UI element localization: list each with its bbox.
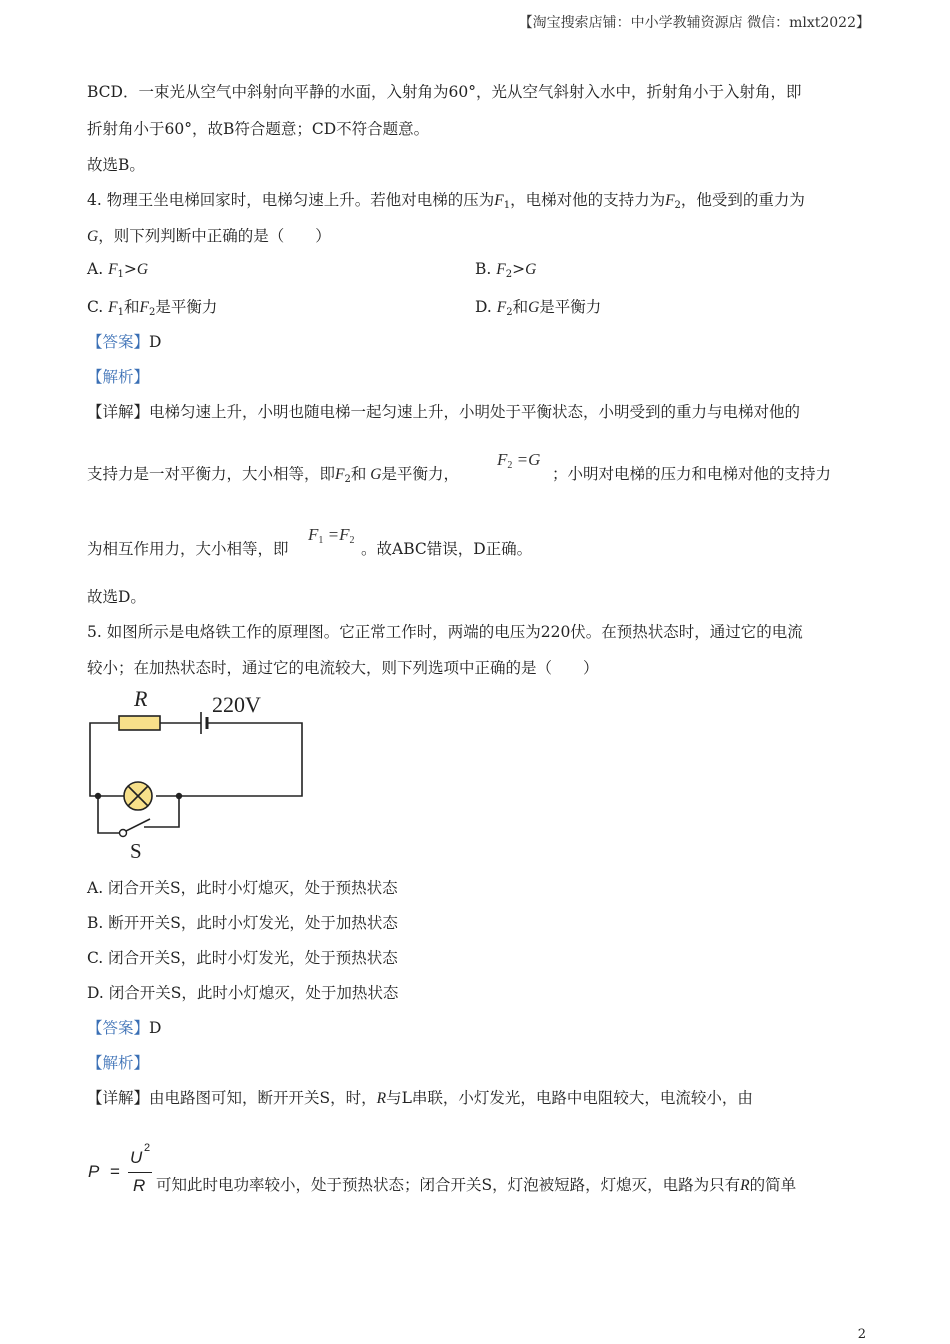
- q5-detail-line2: 可知此时电功率较小，处于预热状态；闭合开关S，灯泡被短路，灯熄灭，电路为只有R的简单: [156, 1176, 797, 1194]
- q3-analysis-line1: BCD．一束光从空气中斜射向平静的水面，入射角为60°，光从空气斜射入水中，折射角小于入射角，即: [87, 83, 802, 101]
- answer-tag: 【答案】: [87, 1019, 150, 1037]
- fraction-bar: [128, 1172, 152, 1173]
- q4-detail-line3: 为相互作用力，大小相等，即: [87, 540, 289, 558]
- q4-analysis-tag: 【解析】: [87, 368, 150, 386]
- equation-f1-equals-f2: $F_1 =F_2$: [308, 525, 355, 546]
- lamp-icon: [124, 782, 152, 810]
- page-number: 2: [857, 1327, 866, 1342]
- q4-detail-line2-end: ；小明对电梯的压力和电梯对他的支持力: [552, 465, 832, 483]
- junction-right: [176, 793, 182, 799]
- q3-conclusion: 故选B。: [87, 156, 145, 174]
- q4-detail-line3-end: 。故ABC错误，D正确。: [361, 540, 533, 558]
- q5-option-a: A. 闭合开关S，此时小灯熄灭，处于预热状态: [87, 879, 398, 897]
- q4-option-d: D. $F_2$和G是平衡力: [475, 298, 602, 318]
- q4-stem-line1: 4. 物理王坐电梯回家时，电梯匀速上升。若他对电梯的压为$F_1$，电梯对他的支持力为$F_2$，他受到的重力为: [87, 191, 805, 211]
- q4-conclusion: 故选D。: [87, 588, 146, 606]
- junction-left: [95, 793, 101, 799]
- resistor-label: R: [134, 686, 148, 711]
- q4-option-c: C. $F_1$和$F_2$是平衡力: [87, 298, 218, 318]
- q4-option-a: A. $F_1>G$: [87, 260, 149, 280]
- q5-option-b: B. 断开开关S，此时小灯发光，处于加热状态: [87, 914, 398, 932]
- q5-stem-line1: 5. 如图所示是电烙铁工作的原理图。它正常工作时，两端的电压为220伏。在预热状态时，通过它的电流: [87, 623, 803, 641]
- answer-tag: 【答案】: [87, 333, 150, 351]
- q4-option-b: B. $F_2>G$: [475, 260, 537, 280]
- q5-option-c: C. 闭合开关S，此时小灯发光，处于预热状态: [87, 949, 398, 967]
- q5-answer: 【答案】D: [87, 1019, 162, 1037]
- resistor: [119, 716, 160, 730]
- q4-detail-line2: 支持力是一对平衡力，大小相等，即$F_2$和 G是平衡力，: [87, 465, 459, 485]
- q5-stem-line2: 较小；在加热状态时，通过它的电流较大，则下列选项中正确的是（ ）: [87, 659, 599, 677]
- q5-analysis-tag: 【解析】: [87, 1054, 150, 1072]
- q4-answer: 【答案】D: [87, 333, 162, 351]
- power-formula: P = U 2 R: [88, 1142, 151, 1195]
- voltage-label: 220V: [212, 692, 261, 717]
- q5-detail-line1: 【详解】由电路图可知，断开开关S，时，R与L串联，小灯发光，电路中电阻较大，电流较小，由: [87, 1089, 753, 1107]
- q4-detail-line1: 【详解】电梯匀速上升，小明也随电梯一起匀速上升，小明处于平衡状态，小明受到的重力与电梯对他的: [87, 403, 801, 421]
- q4-stem-line2: G，则下列判断中正确的是（ ）: [87, 227, 331, 245]
- equation-f2-equals-g: $F_2 =G$: [497, 450, 541, 471]
- q5-option-d: D. 闭合开关S，此时小灯熄灭，处于加热状态: [87, 984, 399, 1002]
- switch-label: S: [130, 839, 142, 863]
- page-header: 【淘宝搜索店铺：中小学教辅资源店 微信：mlxt2022】: [518, 15, 870, 31]
- circuit-wires: [90, 723, 302, 833]
- circuit-diagram: [84, 686, 314, 866]
- q3-analysis-line2: 折射角小于60°，故B符合题意；CD不符合题意。: [87, 120, 430, 138]
